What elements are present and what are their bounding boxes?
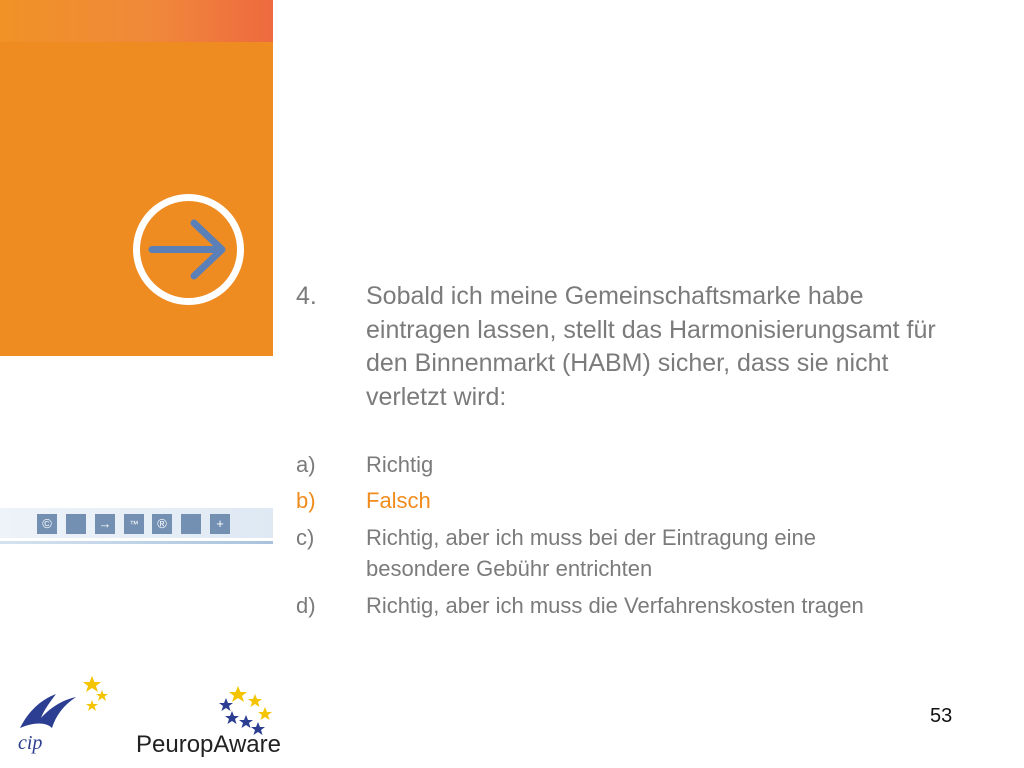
copyright-symbol-icon: ©: [37, 514, 57, 534]
cip-logo-wordmark: cip: [18, 732, 43, 754]
option-text: Falsch: [366, 488, 431, 513]
question-text: Sobald ich meine Gemeinschaftsmarke habe eintragen lassen, stellt das Harmonisierungsamt für den Binnenmarkt (HABM) sicher, dass sie nicht verletzt wird:: [366, 282, 936, 411]
page-number: 53: [930, 705, 953, 727]
icon-strip-underline: [0, 541, 273, 544]
option-letter: c): [296, 525, 315, 550]
trademark-symbol-icon: ™: [124, 514, 144, 534]
peuropaware-wordmark: PeuropAware: [136, 731, 281, 758]
registered-symbol-icon: ®: [152, 514, 172, 534]
question-number: 4.: [296, 282, 317, 310]
cip-logo: [14, 670, 114, 758]
orange-top-band: [0, 0, 273, 42]
arrow-right-circle-icon: [132, 193, 245, 306]
peuropaware-logo: [134, 684, 282, 760]
arrow-right-icon: →: [95, 514, 115, 534]
symbol-icon-strip: [0, 508, 273, 546]
option-letter: a): [296, 452, 316, 477]
plus-icon: +: [210, 514, 230, 534]
option-text: Richtig, aber ich muss bei der Eintragung eine besondere Gebühr entrichten: [366, 525, 817, 581]
option-letter: b): [296, 488, 316, 513]
blank-square-icon: [66, 514, 86, 534]
option-letter: d): [296, 593, 316, 618]
option-text: Richtig, aber ich muss die Verfahrenskosten tragen: [366, 593, 864, 618]
blank-square-icon: [181, 514, 201, 534]
option-text: Richtig: [366, 452, 434, 477]
